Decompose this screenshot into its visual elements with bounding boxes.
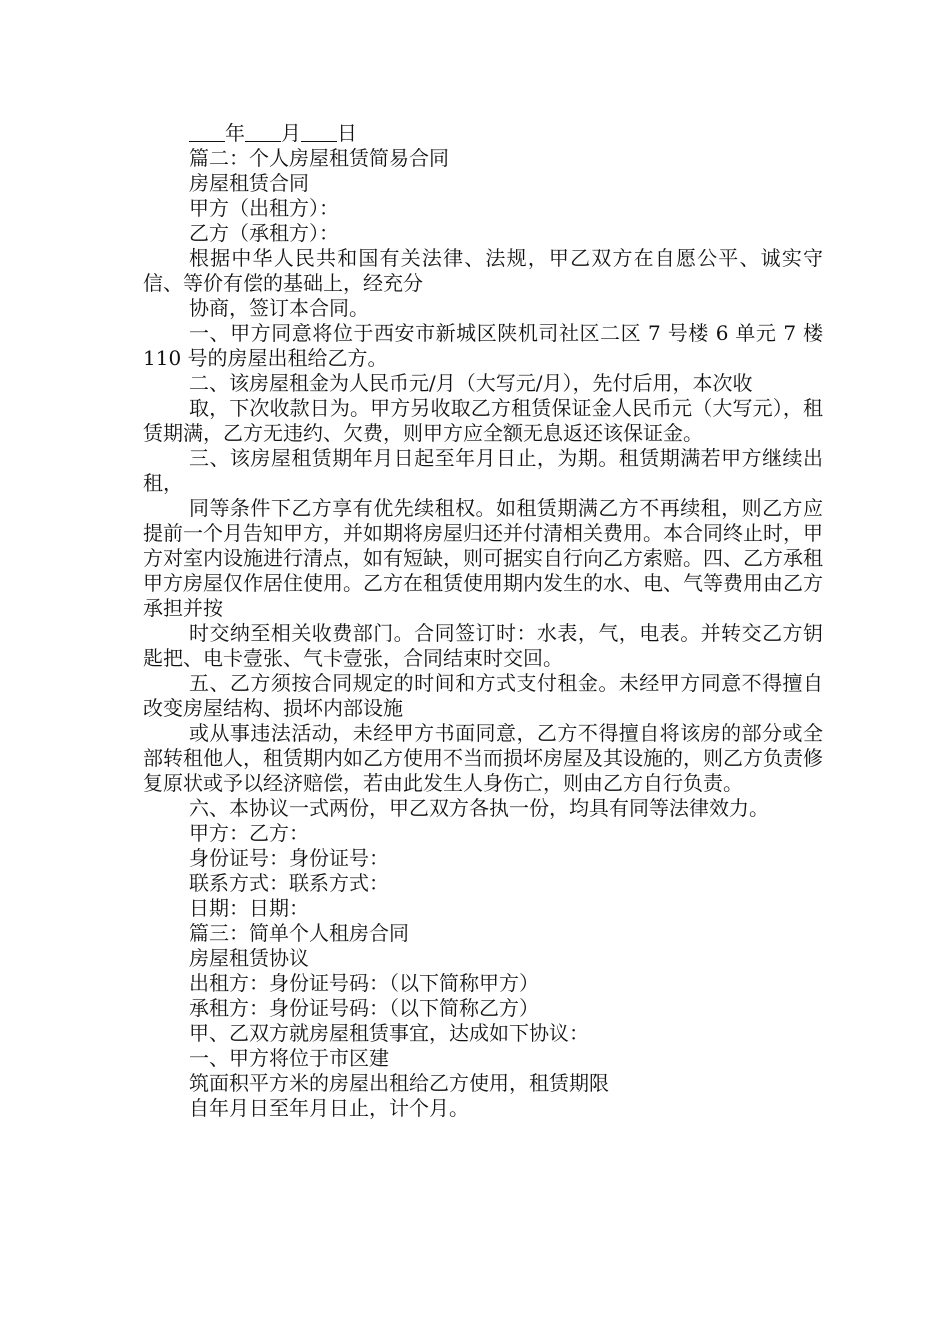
clause-2: 二、该房屋租金为人民币元/月（大写元/月），先付后用，本次收 (189, 371, 753, 395)
clause-6: 六、本协议一式两份，甲乙双方各执一份，均具有同等法律效力。 (189, 796, 769, 820)
section-heading: 篇三：简单个人租房合同 (189, 921, 409, 945)
paragraph: 甲、乙双方就房屋租赁事宜，达成如下协议： (189, 1021, 589, 1045)
day-label: 日 (337, 121, 357, 145)
paragraph: 筑面积平方米的房屋出租给乙方使用，租赁期限 (189, 1071, 609, 1095)
signature-contact: 联系方式：联系方式： (189, 871, 389, 895)
section-heading: 篇二：个人房屋租赁简易合同 (189, 146, 449, 170)
paragraph: 协商，签订本合同。 (189, 296, 369, 320)
signature-parties: 甲方：乙方： (189, 821, 309, 845)
month-blank (245, 123, 281, 142)
paragraph: 时交纳至相关收费部门。合同签订时：水表，气，电表。并转交乙方钥匙把、电卡壹张、气卡壹张，合同结束时交回。 (143, 621, 823, 670)
agreement-title: 房屋租赁协议 (189, 946, 309, 970)
paragraph: 同等条件下乙方享有优先续租权。如租赁期满乙方不再续租，则乙方应提前一个月告知甲方，并如期将房屋归还并付清相关费用。本合同终止时，甲方对室内设施进行清点，如有短缺，则可据实自行向乙方索赔。四、乙方承租甲方房屋仅作居住使用。乙方在租赁使用期内发生的水、电、气等费用由乙方承担并按 (143, 496, 823, 620)
clause-3: 三、该房屋租赁期年月日起至年月日止，为期。租赁期满若甲方继续出租， (143, 446, 823, 495)
paragraph: 自年月日至年月日止，计个月。 (189, 1096, 469, 1120)
signature-date: 日期：日期： (189, 896, 309, 920)
signature-id: 身份证号：身份证号： (189, 846, 389, 870)
party-a-line: 甲方（出租方）： (189, 196, 339, 220)
day-blank (301, 123, 337, 142)
contract-title: 房屋租赁合同 (189, 171, 309, 195)
clause-5: 五、乙方须按合同规定的时间和方式支付租金。未经甲方同意不得擅自改变房屋结构、损坏内部设施 (143, 671, 823, 720)
paragraph: 或从事违法活动，未经甲方书面同意，乙方不得擅自将该房的部分或全部转租他人，租赁期内如乙方使用不当而损坏房屋及其设施的，则乙方负责修复原状或予以经济赔偿，若由此发生人身伤亡，则由乙方自行负责。 (143, 721, 823, 795)
lessor-line: 出租方：身份证号码：（以下简称甲方） (189, 971, 539, 995)
month-label: 月 (281, 121, 301, 145)
year-label: 年 (225, 121, 245, 145)
year-blank (189, 123, 225, 142)
clause-1: 一、甲方将位于市区建 (189, 1046, 389, 1070)
lessee-line: 承租方：身份证号码：（以下简称乙方） (189, 996, 539, 1020)
clause-1: 一、甲方同意将位于西安市新城区陕机司社区二区 7 号楼 6 单元 7 楼 110 号的房屋出租给乙方。 (143, 321, 823, 370)
paragraph: 取，下次收款日为。甲方另收取乙方租赁保证金人民币元（大写元），租赁期满，乙方无违约、欠费，则甲方应全额无息返还该保证金。 (143, 396, 823, 445)
document-page (143, 121, 823, 1121)
date-line (143, 121, 823, 146)
party-b-line: 乙方（承租方）： (189, 221, 339, 245)
paragraph: 根据中华人民共和国有关法律、法规，甲乙双方在自愿公平、诚实守信、等价有偿的基础上，经充分 (143, 246, 823, 295)
